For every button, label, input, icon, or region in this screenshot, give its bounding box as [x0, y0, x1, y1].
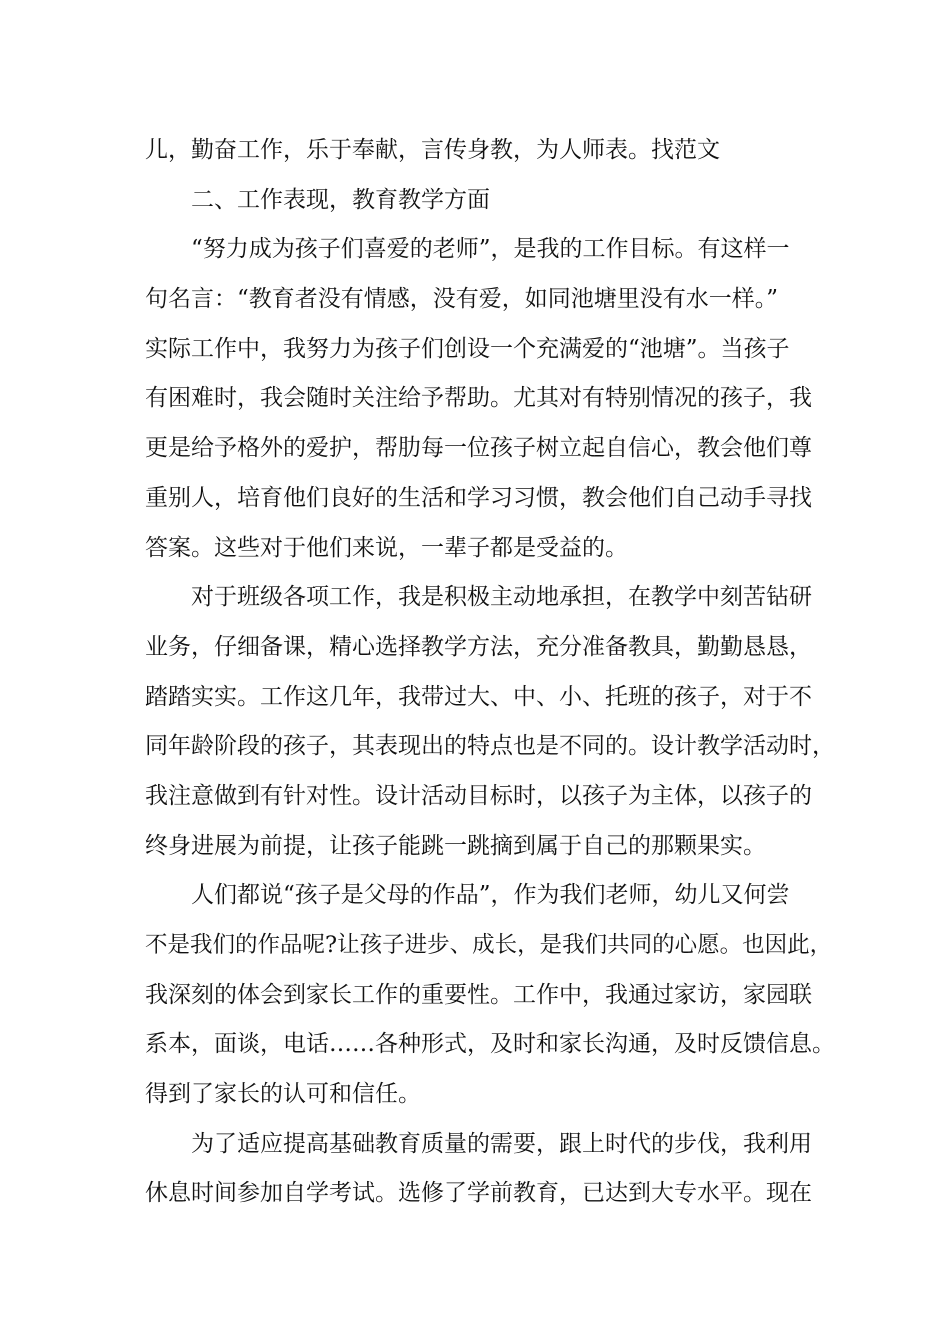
text-line: 同年龄阶段的孩子，其表现出的特点也是不同的。设计教学活动时，: [145, 733, 835, 760]
text-line: 对于班级各项工作，我是积极主动地承担，在教学中刻苦钻研: [191, 584, 812, 611]
section-heading: 二、工作表现，教育教学方面: [191, 186, 490, 213]
text-line: 系本，面谈，电话……各种形式，及时和家长沟通，及时反馈信息。: [145, 1031, 835, 1058]
text-line: 答案。这些对于他们来说，一辈子都是受益的。: [145, 534, 628, 561]
text-line: 终身进展为前提，让孩子能跳一跳摘到属于自己的那颗果实。: [145, 832, 766, 859]
text-line: 踏踏实实。工作这几年，我带过大、中、小、托班的孩子，对于不: [145, 683, 812, 710]
text-line: 句名言：“教育者没有情感，没有爱，如同池塘里没有水一样。”: [145, 286, 779, 313]
text-line: 休息时间参加自学考试。选修了学前教育，已达到大专水平。现在: [145, 1180, 812, 1207]
text-line: 更是给予格外的爱护，帮肋每一位孩子树立起自信心，教会他们尊: [145, 435, 812, 462]
text-line: 儿，勤奋工作，乐于奉献，言传身教，为人师表。找范文: [145, 137, 720, 163]
text-line: 业务，仔细备课，精心选择教学方法，充分准备教具，勤勤恳恳，: [145, 633, 812, 660]
text-line: 为了适应提高基础教育质量的需要，跟上时代的步伐，我利用: [191, 1130, 812, 1157]
text-line: 实际工作中，我努力为孩子们创设一个充满爱的“池塘”。当孩子: [145, 335, 790, 362]
text-line: 得到了家长的认可和信任。: [145, 1081, 421, 1108]
text-line: “努力成为孩子们喜爱的老师”，是我的工作目标。有这样一: [191, 236, 790, 263]
text-line: 不是我们的作品呢?让孩子进步、成长，是我们共同的心愿。也因此，: [145, 932, 833, 958]
text-line: 有困难时，我会随时关注给予帮助。尤其对有特别情况的孩子，我: [145, 385, 812, 412]
document-body: [145, 126, 835, 1219]
text-line: 我注意做到有针对性。设计活动目标时，以孩子为主体，以孩子的: [145, 782, 812, 809]
text-line: 我深刻的体会到家长工作的重要性。工作中，我通过家访，家园联: [145, 981, 812, 1008]
text-line: 人们都说“孩子是父母的作品”，作为我们老师，幼儿又何尝: [191, 882, 790, 909]
text-line: 重别人，培育他们良好的生活和学习习惯，教会他们自己动手寻找: [145, 484, 812, 511]
